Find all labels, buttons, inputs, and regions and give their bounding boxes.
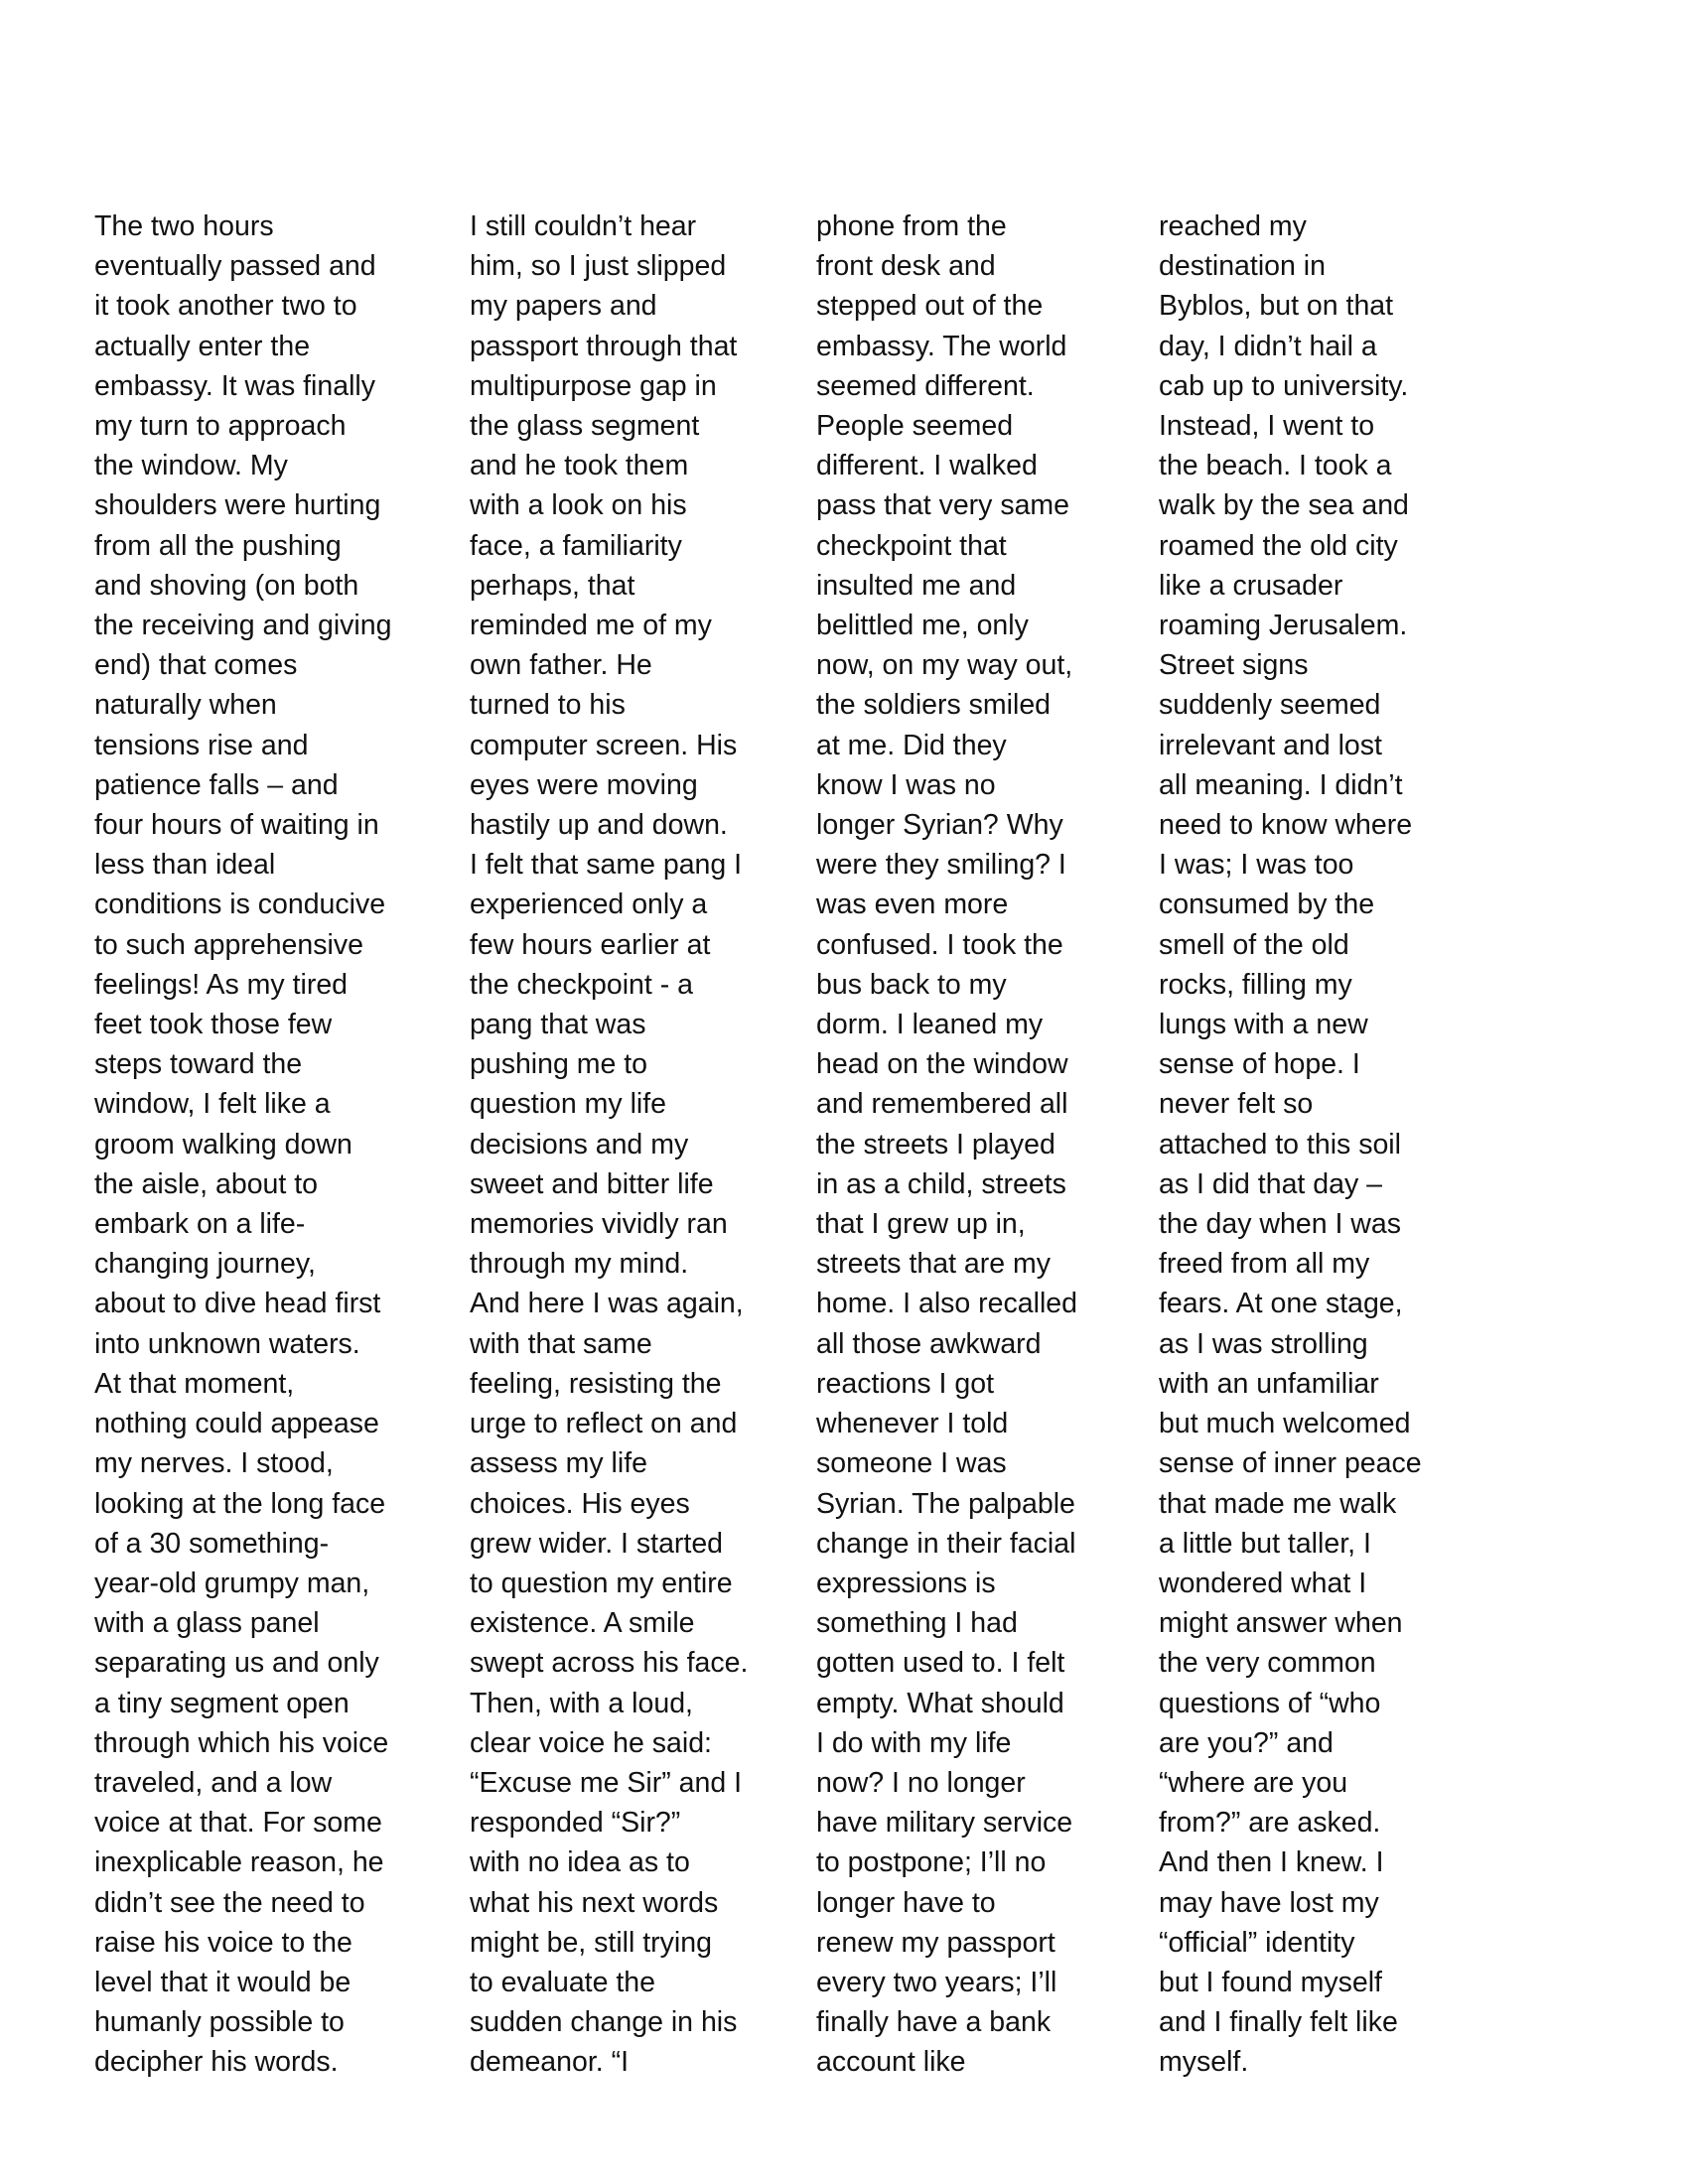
text-line: that I grew up in, xyxy=(816,1208,1026,1241)
text-line: about to dive head first xyxy=(94,1288,381,1320)
text-line: someone I was xyxy=(816,1447,1007,1480)
text-line: multipurpose gap in xyxy=(470,369,717,402)
text-line: know I was no xyxy=(816,768,996,801)
text-line: assess my life xyxy=(470,1447,647,1480)
text-line: streets that are my xyxy=(816,1248,1052,1281)
text-line: to such apprehensive xyxy=(94,928,363,961)
text-line: feeling, resisting the xyxy=(470,1367,722,1400)
text-line: all meaning. I didn’t xyxy=(1159,768,1403,801)
text-line: Street signs xyxy=(1159,649,1309,682)
text-line: rocks, filling my xyxy=(1159,968,1352,1001)
text-column-4 xyxy=(1159,206,1477,2079)
text-line: and shoving (on both xyxy=(94,569,359,602)
text-line: different. I walked xyxy=(816,450,1038,482)
text-line: I was; I was too xyxy=(1159,849,1354,882)
text-line: few hours earlier at xyxy=(470,928,711,961)
text-line: every two years; I’ll xyxy=(816,1966,1057,1998)
text-line: through which his voice xyxy=(94,1726,389,1759)
text-line: the aisle, about to xyxy=(94,1167,318,1200)
text-line: stepped out of the xyxy=(816,290,1044,323)
text-line: home. I also recalled xyxy=(816,1288,1077,1320)
text-line: him, so I just slipped xyxy=(470,250,727,283)
text-line: expressions is xyxy=(816,1567,996,1599)
text-line: “official” identity xyxy=(1159,1926,1355,1959)
text-line: dorm. I leaned my xyxy=(816,1009,1044,1041)
text-line: embassy. It was finally xyxy=(94,369,375,402)
text-line: humanly possible to xyxy=(94,2006,345,2039)
text-line: change in their facial xyxy=(816,1527,1076,1560)
text-line: four hours of waiting in xyxy=(94,809,379,842)
text-line: something I had xyxy=(816,1607,1018,1640)
text-line: and he took them xyxy=(470,450,689,482)
text-line: with that same xyxy=(470,1327,652,1360)
text-line: all those awkward xyxy=(816,1327,1042,1360)
text-line: urge to reflect on and xyxy=(470,1408,738,1440)
text-line: level that it would be xyxy=(94,1966,352,1998)
text-line: sweet and bitter life xyxy=(470,1167,714,1200)
text-line: pass that very same xyxy=(816,489,1070,522)
text-line: the soldiers smiled xyxy=(816,689,1052,722)
text-line: the receiving and giving xyxy=(94,610,392,642)
text-line: didn’t see the need to xyxy=(94,1886,365,1919)
text-line: the glass segment xyxy=(470,410,700,443)
text-line: bus back to my xyxy=(816,968,1007,1001)
text-line: but much welcomed xyxy=(1159,1408,1411,1440)
text-line: account like xyxy=(816,2046,966,2079)
text-line: face, a familiarity xyxy=(470,529,682,562)
text-line: clear voice he said: xyxy=(470,1726,712,1759)
text-line: Then, with a loud, xyxy=(470,1687,693,1719)
text-line: own father. He xyxy=(470,649,652,682)
text-line: to evaluate the xyxy=(470,1966,655,1998)
text-line: eyes were moving xyxy=(470,768,698,801)
text-line: might be, still trying xyxy=(470,1926,712,1959)
text-line: fears. At one stage, xyxy=(1159,1288,1403,1320)
text-line: what his next words xyxy=(470,1886,719,1919)
text-line: freed from all my xyxy=(1159,1248,1370,1281)
text-line: embassy. The world xyxy=(816,330,1067,362)
text-line: the window. My xyxy=(94,450,288,482)
text-line: finally have a bank xyxy=(816,2006,1052,2039)
text-line: now, on my way out, xyxy=(816,649,1073,682)
text-line: have military service xyxy=(816,1807,1073,1840)
text-line: hastily up and down. xyxy=(470,809,728,842)
text-line: and I finally felt like xyxy=(1159,2006,1398,2039)
text-line: with a look on his xyxy=(470,489,687,522)
text-line: was even more xyxy=(816,888,1009,921)
text-line: conditions is conducive xyxy=(94,888,386,921)
text-line: suddenly seemed xyxy=(1159,689,1381,722)
text-line: sudden change in his xyxy=(470,2006,738,2039)
text-line: lungs with a new xyxy=(1159,1009,1368,1041)
text-line: nothing could appease xyxy=(94,1408,379,1440)
text-line: as I was strolling xyxy=(1159,1327,1368,1360)
text-line: front desk and xyxy=(816,250,996,283)
text-line: with an unfamiliar xyxy=(1159,1367,1379,1400)
text-line: my papers and xyxy=(470,290,657,323)
text-line: actually enter the xyxy=(94,330,311,362)
text-line: I felt that same pang I xyxy=(470,849,743,882)
text-line: belittled me, only xyxy=(816,610,1029,642)
text-line: changing journey, xyxy=(94,1248,316,1281)
text-line: reached my xyxy=(1159,210,1307,242)
text-line: window, I felt like a xyxy=(94,1088,331,1121)
text-line: but I found myself xyxy=(1159,1966,1382,1998)
text-line: with no idea as to xyxy=(470,1846,690,1879)
text-line: might answer when xyxy=(1159,1607,1403,1640)
text-line: grew wider. I started xyxy=(470,1527,724,1560)
text-line: empty. What should xyxy=(816,1687,1064,1719)
text-line: roamed the old city xyxy=(1159,529,1398,562)
text-line: at me. Did they xyxy=(816,729,1007,761)
text-line: feet took those few xyxy=(94,1009,333,1041)
text-line: seemed different. xyxy=(816,369,1035,402)
text-line: eventually passed and xyxy=(94,250,376,283)
text-line: now? I no longer xyxy=(816,1766,1026,1799)
text-line: renew my passport xyxy=(816,1926,1055,1959)
text-line: my turn to approach xyxy=(94,410,347,443)
text-line: a little but taller, I xyxy=(1159,1527,1371,1560)
text-line: it took another two to xyxy=(94,290,357,323)
text-line: I do with my life xyxy=(816,1726,1012,1759)
text-line: destination in xyxy=(1159,250,1326,283)
text-line: through my mind. xyxy=(470,1248,689,1281)
text-line: patience falls – and xyxy=(94,768,339,801)
text-line: feelings! As my tired xyxy=(94,968,349,1001)
text-line: pang that was xyxy=(470,1009,646,1041)
text-line: need to know where xyxy=(1159,809,1413,842)
text-line: into unknown waters. xyxy=(94,1327,360,1360)
text-line: And then I knew. I xyxy=(1159,1846,1384,1879)
text-line: I still couldn’t hear xyxy=(470,210,697,242)
text-line: wondered what I xyxy=(1159,1567,1367,1599)
text-line: were they smiling? I xyxy=(816,849,1066,882)
text-line: People seemed xyxy=(816,410,1014,443)
text-line: tensions rise and xyxy=(94,729,309,761)
text-line: “Excuse me Sir” and I xyxy=(470,1766,743,1799)
text-line: are you?” and xyxy=(1159,1726,1334,1759)
text-line: existence. A smile xyxy=(470,1607,695,1640)
text-line: end) that comes xyxy=(94,649,298,682)
text-line: roaming Jerusalem. xyxy=(1159,610,1408,642)
text-line: the beach. I took a xyxy=(1159,450,1392,482)
text-line: separating us and only xyxy=(94,1647,379,1680)
text-line: day, I didn’t hail a xyxy=(1159,330,1377,362)
text-line: groom walking down xyxy=(94,1128,352,1160)
text-line: insulted me and xyxy=(816,569,1017,602)
text-line: decisions and my xyxy=(470,1128,689,1160)
text-line: to question my entire xyxy=(470,1567,733,1599)
text-line: inexplicable reason, he xyxy=(94,1846,384,1879)
text-line: voice at that. For some xyxy=(94,1807,382,1840)
text-line: from all the pushing xyxy=(94,529,342,562)
text-line: turned to his xyxy=(470,689,626,722)
text-line: questions of “who xyxy=(1159,1687,1381,1719)
text-line: swept across his face. xyxy=(470,1647,749,1680)
text-line: the streets I played xyxy=(816,1128,1055,1160)
text-line: myself. xyxy=(1159,2046,1249,2079)
text-line: cab up to university. xyxy=(1159,369,1409,402)
text-line: embark on a life- xyxy=(94,1208,306,1241)
text-line: shoulders were hurting xyxy=(94,489,381,522)
text-line: attached to this soil xyxy=(1159,1128,1401,1160)
text-line: the very common xyxy=(1159,1647,1376,1680)
text-line: pushing me to xyxy=(470,1048,648,1081)
text-line: year-old grumpy man, xyxy=(94,1567,370,1599)
text-line: may have lost my xyxy=(1159,1886,1379,1919)
text-line: decipher his words. xyxy=(94,2046,339,2079)
text-line: Syrian. The palpable xyxy=(816,1487,1075,1520)
text-line: from?” are asked. xyxy=(1159,1807,1381,1840)
text-line: “where are you xyxy=(1159,1766,1348,1799)
text-line: less than ideal xyxy=(94,849,276,882)
text-line: longer Syrian? Why xyxy=(816,809,1063,842)
text-line: and remembered all xyxy=(816,1088,1068,1121)
text-line: computer screen. His xyxy=(470,729,738,761)
text-line: checkpoint that xyxy=(816,529,1007,562)
text-line: whenever I told xyxy=(816,1408,1009,1440)
text-line: walk by the sea and xyxy=(1159,489,1409,522)
text-line: At that moment, xyxy=(94,1367,295,1400)
text-line: that made me walk xyxy=(1159,1487,1397,1520)
text-line: looking at the long face xyxy=(94,1487,386,1520)
text-line: with a glass panel xyxy=(94,1607,320,1640)
text-line: head on the window xyxy=(816,1048,1068,1081)
text-line: a tiny segment open xyxy=(94,1687,350,1719)
text-line: memories vividly ran xyxy=(470,1208,728,1241)
text-line: like a crusader xyxy=(1159,569,1343,602)
text-line: as I did that day – xyxy=(1159,1167,1382,1200)
text-line: to postpone; I’ll no xyxy=(816,1846,1047,1879)
text-line: reminded me of my xyxy=(470,610,712,642)
text-line: my nerves. I stood, xyxy=(94,1447,334,1480)
text-column-1 xyxy=(94,206,422,2079)
text-line: naturally when xyxy=(94,689,277,722)
text-line: sense of inner peace xyxy=(1159,1447,1422,1480)
text-line: demeanor. “I xyxy=(470,2046,630,2079)
text-line: smell of the old xyxy=(1159,928,1349,961)
text-line: passport through that xyxy=(470,330,738,362)
text-line: The two hours xyxy=(94,210,274,242)
text-line: experienced only a xyxy=(470,888,708,921)
text-line: irrelevant and lost xyxy=(1159,729,1382,761)
text-line: question my life xyxy=(470,1088,667,1121)
text-line: longer have to xyxy=(816,1886,996,1919)
text-line: raise his voice to the xyxy=(94,1926,352,1959)
text-line: the checkpoint - a xyxy=(470,968,693,1001)
text-line: choices. His eyes xyxy=(470,1487,690,1520)
text-line: gotten used to. I felt xyxy=(816,1647,1065,1680)
text-line: consumed by the xyxy=(1159,888,1375,921)
text-line: phone from the xyxy=(816,210,1007,242)
text-line: And here I was again, xyxy=(470,1288,744,1320)
text-line: responded “Sir?” xyxy=(470,1807,681,1840)
text-line: sense of hope. I xyxy=(1159,1048,1360,1081)
text-line: Instead, I went to xyxy=(1159,410,1375,443)
text-line: in as a child, streets xyxy=(816,1167,1066,1200)
text-column-2 xyxy=(470,206,768,2079)
text-line: reactions I got xyxy=(816,1367,995,1400)
text-line: the day when I was xyxy=(1159,1208,1401,1241)
text-column-3 xyxy=(816,206,1114,2079)
text-line: Byblos, but on that xyxy=(1159,290,1394,323)
text-line: traveled, and a low xyxy=(94,1766,333,1799)
text-line: never felt so xyxy=(1159,1088,1314,1121)
text-line: confused. I took the xyxy=(816,928,1063,961)
text-line: of a 30 something- xyxy=(94,1527,330,1560)
text-line: perhaps, that xyxy=(470,569,635,602)
text-line: steps toward the xyxy=(94,1048,303,1081)
